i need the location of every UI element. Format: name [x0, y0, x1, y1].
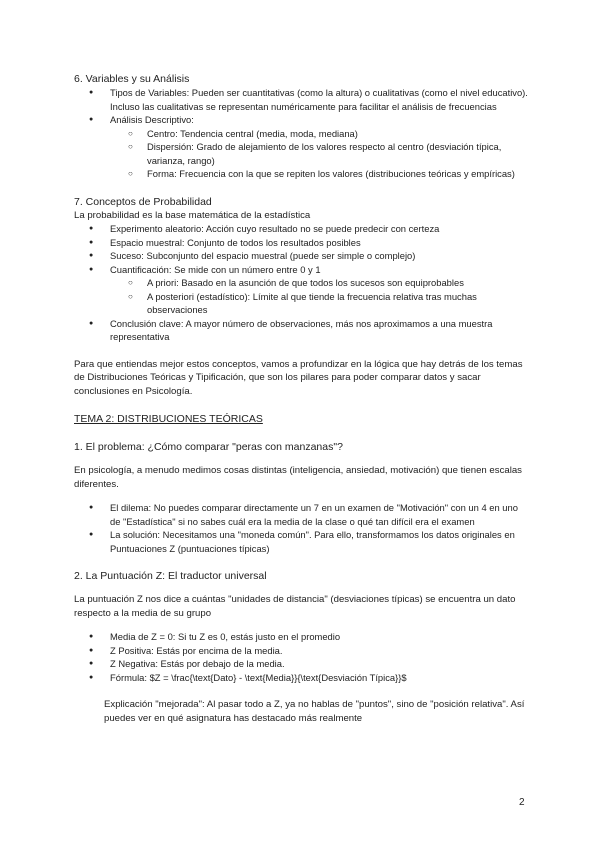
bullet-list: [74, 86, 530, 181]
document-page: [74, 72, 530, 725]
section-heading: 2. La Puntuación Z: El traductor universal: [74, 570, 267, 582]
topic-title: TEMA 2: DISTRIBUCIONES TEÓRICAS: [74, 413, 263, 425]
sub-list-item: ○ A posteriori (estadístico): Límite al que tiende la frecuencia relativa tras muchas observaciones: [74, 290, 530, 317]
section-heading: 1. El problema: ¿Cómo comparar "peras con manzanas"?: [74, 441, 343, 453]
explanation-note: Explicación "mejorada": Al pasar todo a Z, ya no hablas de "puntos", sino de "posición relativa". Así puedes ver en qué asignatura has destacado más realmente: [104, 699, 525, 724]
paragraph: En psicología, a menudo medimos cosas distintas (inteligencia, ansiedad, motivación) que tienen escalas diferentes.: [74, 465, 522, 490]
list-item: ● Z Positiva: Estás por encima de la media.: [74, 644, 530, 658]
sub-list-item: ○ Forma: Frecuencia con la que se repiten los valores (distribuciones teóricas y empíricas): [74, 167, 530, 181]
bullet-list: [74, 501, 530, 555]
list-item: ● La solución: Necesitamos una "moneda común". Para ello, transformamos los datos originales en Puntuaciones Z (puntuaciones típicas): [74, 528, 530, 555]
list-item: ● Espacio muestral: Conjunto de todos los resultados posibles: [74, 236, 530, 250]
page-number: 2: [519, 797, 525, 808]
list-item-text: Análisis Descriptivo:: [110, 114, 194, 125]
list-item: ● Z Negativa: Estás por debajo de la media.: [74, 657, 530, 671]
list-item: ● Conclusión clave: A mayor número de observaciones, más nos aproximamos a una muestra representativa: [74, 317, 530, 344]
paragraph: Para que entiendas mejor estos conceptos, vamos a profundizar en la lógica que hay detrás de los temas de Distribuciones Teóricas y Tipificación, que son los pilares para poder comparar datos y sacar conclusiones en Psicología.: [74, 358, 523, 397]
section-heading: 6. Variables y su Análisis: [74, 73, 190, 85]
sub-list-item: ○ Dispersión: Grado de alejamiento de los valores respecto al centro (desviación típica, varianza, rango): [74, 140, 530, 167]
bullet-list: [74, 630, 530, 684]
list-item: ● Experimento aleatorio: Acción cuyo resultado no se puede predecir con certeza: [74, 222, 530, 236]
sub-list: [110, 127, 530, 181]
list-item: ● Fórmula: $Z = \frac{\text{Dato} - \text{Media}}{\text{Desviación Típica}}$: [74, 671, 530, 685]
paragraph: La probabilidad es la base matemática de la estadística: [74, 209, 311, 221]
list-item: [74, 263, 530, 317]
sub-list: [110, 276, 530, 317]
list-item-text: Cuantificación: Se mide con un número entre 0 y 1: [110, 263, 321, 275]
bullet-list: [74, 222, 530, 344]
list-item: [74, 113, 530, 181]
list-item: ● Media de Z = 0: Si tu Z es 0, estás justo en el promedio: [74, 630, 530, 644]
list-item: ● Suceso: Subconjunto del espacio muestral (puede ser simple o complejo): [74, 249, 530, 263]
paragraph: La puntuación Z nos dice a cuántas "unidades de distancia" (desviaciones típicas) se encuentra un dato respecto a la media de su grupo: [74, 594, 516, 619]
section-heading: 7. Conceptos de Probabilidad: [74, 195, 212, 208]
list-item: ● El dilema: No puedes comparar directamente un 7 en un examen de "Motivación" con un 4 en uno de "Estadística" si no sabes cuál era la media de la clase o qué tan difícil era el examen: [74, 501, 530, 528]
list-item: ● Tipos de Variables: Pueden ser cuantitativas (como la altura) o cualitativas (como el nivel educativo). Incluso las cualitativas se representan numéricamente para facilitar el análisis de frecuencias: [74, 86, 530, 113]
sub-list-item: ○ A priori: Basado en la asunción de que todos los sucesos son equiprobables: [74, 276, 530, 290]
sub-list-item: ○ Centro: Tendencia central (media, moda, mediana): [74, 127, 530, 141]
